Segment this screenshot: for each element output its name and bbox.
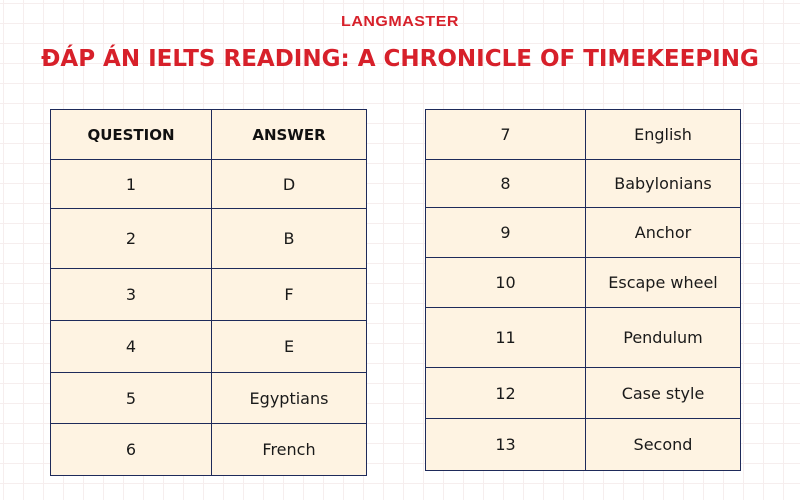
question-number: 6 [51, 424, 212, 476]
table-row [51, 321, 367, 373]
answer-table-left [50, 109, 367, 476]
question-number: 10 [426, 258, 586, 308]
answer-value: French [212, 424, 367, 476]
question-number: 7 [426, 110, 586, 160]
table-row [426, 258, 741, 308]
table-header-row [51, 110, 367, 160]
answer-value: Escape wheel [586, 258, 741, 308]
answer-value: Case style [586, 368, 741, 419]
table-row [426, 160, 741, 208]
table-row [426, 419, 741, 471]
table-row [426, 308, 741, 368]
question-number: 8 [426, 160, 586, 208]
column-header-question: QUESTION [51, 110, 212, 160]
page-title: ĐÁP ÁN IELTS READING: A CHRONICLE OF TIMEKEEPING [41, 46, 759, 72]
table-row [51, 424, 367, 476]
question-number: 11 [426, 308, 586, 368]
table-row [426, 208, 741, 258]
table-row [426, 368, 741, 419]
question-number: 5 [51, 373, 212, 424]
answer-value: English [586, 110, 741, 160]
answer-value: Egyptians [212, 373, 367, 424]
table-row [51, 209, 367, 269]
question-number: 1 [51, 160, 212, 209]
question-number: 2 [51, 209, 212, 269]
answer-value: Anchor [586, 208, 741, 258]
question-number: 4 [51, 321, 212, 373]
column-header-answer: ANSWER [212, 110, 367, 160]
answer-value: F [212, 269, 367, 321]
question-number: 13 [426, 419, 586, 471]
answer-value: Babylonians [586, 160, 741, 208]
question-number: 9 [426, 208, 586, 258]
brand-logo: LANGMASTER [341, 13, 459, 30]
answer-value: B [212, 209, 367, 269]
answer-table-right [425, 109, 741, 471]
question-number: 3 [51, 269, 212, 321]
answer-value: D [212, 160, 367, 209]
table-row [51, 269, 367, 321]
answer-value: E [212, 321, 367, 373]
answer-value: Second [586, 419, 741, 471]
table-row [426, 110, 741, 160]
table-row [51, 160, 367, 209]
table-row [51, 373, 367, 424]
question-number: 12 [426, 368, 586, 419]
answer-value: Pendulum [586, 308, 741, 368]
